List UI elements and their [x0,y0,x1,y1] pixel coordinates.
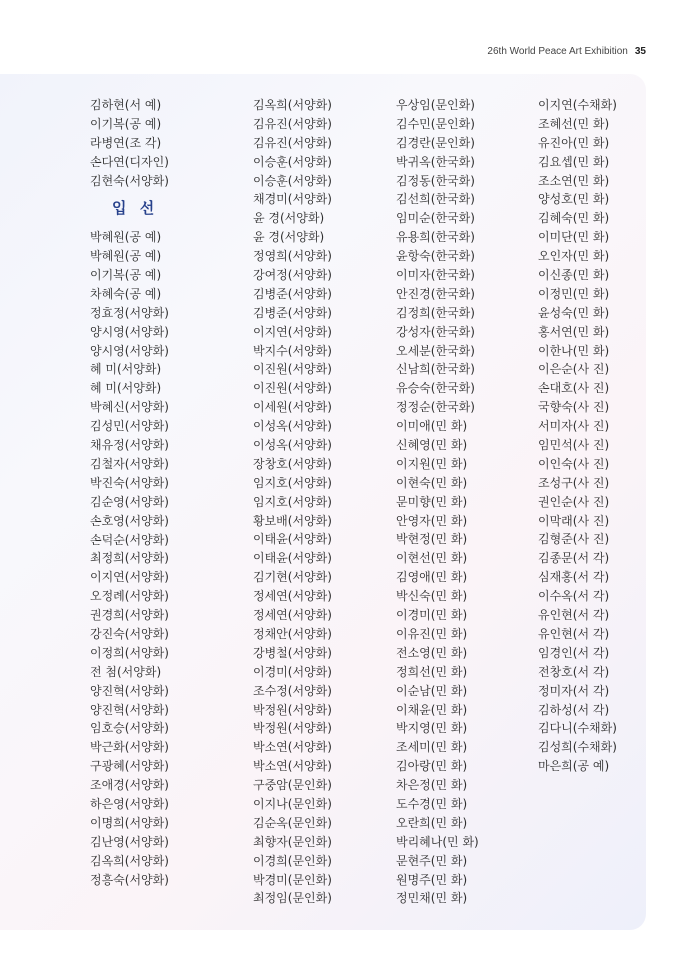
artist-entry: 김철자(서양화) [90,456,169,471]
artist-entry: 조소연(민 화) [538,173,610,188]
artist-entry: 이세원(서양화) [253,400,332,415]
artist-entry: 이채윤(민 화) [396,702,468,717]
artist-entry: 박정원(서양화) [253,702,332,717]
artist-entry: 이지연(서양화) [90,570,169,585]
artist-entry: 윤 경(서양화) [253,211,325,226]
artist-entry: 박정원(서양화) [253,721,332,736]
artist-entry: 김형준(사 진) [538,532,610,547]
artist-entry: 이경희(문인화) [253,853,332,868]
artist-entry: 오란희(민 화) [396,815,468,830]
artist-entry: 이순남(민 화) [396,683,468,698]
artist-entry: 조성구(사 진) [538,475,610,490]
artist-entry: 이지나(문인화) [253,796,332,811]
artist-entry: 유용희(한국화) [396,230,475,245]
artist-entry: 서미자(사 진) [538,419,610,434]
artist-entry: 정희선(민 화) [396,664,468,679]
artist-entry: 정흥숙(서양화) [90,872,169,887]
artist-entry: 문현주(민 화) [396,853,468,868]
artist-entry: 조혜선(민 화) [538,116,610,131]
artist-entry: 박소연(서양화) [253,740,332,755]
artist-entry: 권경희(서양화) [90,608,169,623]
artist-entry: 안영자(민 화) [396,513,468,528]
artist-entry: 윤성숙(민 화) [538,305,610,320]
artist-entry: 김병준(서양화) [253,286,332,301]
artist-entry: 손덕순(서양화) [90,532,169,547]
artist-entry: 이기복(공 예) [90,116,162,131]
artist-entry: 라병연(조 각) [90,135,162,150]
artist-entry: 강병철(서양화) [253,645,332,660]
artist-entry: 이경미(서양화) [253,664,332,679]
artist-entry: 원명주(민 화) [396,872,468,887]
artist-entry: 임호승(서양화) [90,721,169,736]
artist-entry: 박소연(서양화) [253,759,332,774]
artist-entry: 최향자(문인화) [253,834,332,849]
artist-entry: 김난영(서양화) [90,834,169,849]
artist-entry: 유진아(민 화) [538,135,610,150]
artist-entry: 이진원(서양화) [253,362,332,377]
artist-entry: 마은희(공 예) [538,759,610,774]
artist-entry: 홍서연(민 화) [538,324,610,339]
artist-entry: 하은영(서양화) [90,796,169,811]
artist-entry: 전 첨(서양화) [90,664,162,679]
artist-entry: 손대호(사 진) [538,381,610,396]
artist-entry: 이미자(한국화) [396,268,475,283]
column-4 [538,96,617,776]
artist-entry: 양진혁(서양화) [90,683,169,698]
artist-entry: 김수민(문인화) [396,116,475,131]
artist-entry: 이유진(민 화) [396,626,468,641]
artist-entry: 혜 미(서양화) [90,362,162,377]
artist-entry: 구광혜(서양화) [90,759,169,774]
artist-entry: 이인숙(사 진) [538,456,610,471]
artist-entry: 이수옥(서 각) [538,589,610,604]
artist-entry: 이지원(민 화) [396,456,468,471]
column-1 [90,96,169,889]
artist-entry: 전창호(서 각) [538,664,610,679]
artist-entry: 이막래(사 진) [538,513,610,528]
artist-entry: 임경인(서 각) [538,645,610,660]
column-3 [396,96,479,908]
artist-entry: 김유진(서양화) [253,135,332,150]
artist-entry: 김정동(한국화) [396,173,475,188]
artist-entry: 김정희(한국화) [396,305,475,320]
artist-entry: 김경란(문인화) [396,135,475,150]
artist-entry: 이진원(서양화) [253,381,332,396]
artist-entry: 채유정(서양화) [90,438,169,453]
artist-entry: 박지수(서양화) [253,343,332,358]
artist-entry: 이미애(민 화) [396,419,468,434]
artist-entry: 김순영(서양화) [90,494,169,509]
artist-entry: 오정례(서양화) [90,589,169,604]
artist-entry: 이성옥(서양화) [253,419,332,434]
artist-entry: 손호영(서양화) [90,513,169,528]
artist-entry: 이지연(서양화) [253,324,332,339]
artist-entry: 정미자(서 각) [538,683,610,698]
column-2 [253,96,332,908]
artist-entry: 이승훈(서양화) [253,173,332,188]
artist-entry: 강여정(서양화) [253,268,332,283]
artist-entry: 박진숙(서양화) [90,475,169,490]
artist-entry: 구중암(문인화) [253,778,332,793]
artist-entry: 박혜원(공 예) [90,230,162,245]
artist-entry: 양진혁(서양화) [90,702,169,717]
artist-entry: 박경미(문인화) [253,872,332,887]
artist-entry: 조수정(서양화) [253,683,332,698]
artist-entry: 임지호(서양화) [253,475,332,490]
artist-entry: 김아랑(민 화) [396,759,468,774]
artist-entry: 이은순(사 진) [538,362,610,377]
artist-entry: 이지연(수채화) [538,98,617,112]
artist-entry: 국향숙(사 진) [538,400,610,415]
artist-entry: 김유진(서양화) [253,116,332,131]
artist-entry: 전소영(민 화) [396,645,468,660]
running-header [487,46,646,57]
artist-entry: 김하성(서 각) [538,702,610,717]
artist-entry: 김병준(서양화) [253,305,332,320]
artist-entry: 우상임(문인화) [396,98,475,112]
artist-entry: 이승훈(서양화) [253,154,332,169]
artist-entry: 김하현(서 예) [90,98,162,112]
artist-entry: 혜 미(서양화) [90,381,162,396]
artist-entry: 이현선(민 화) [396,551,468,566]
artist-entry: 안진경(한국화) [396,286,475,301]
artist-entry: 정세연(서양화) [253,608,332,623]
artist-entry: 김옥희(서양화) [90,853,169,868]
artist-entry: 오인자(민 화) [538,249,610,264]
artist-entry: 강성자(한국화) [396,324,475,339]
artist-entry: 이명희(서양화) [90,815,169,830]
artist-entry: 권인순(사 진) [538,494,610,509]
running-header-title: 26th World Peace Art Exhibition [487,46,628,57]
artist-entry: 심재홍(서 각) [538,570,610,585]
artist-entry: 양성호(민 화) [538,192,610,207]
section-title: 입 선 [112,199,159,218]
artist-entry: 임지호(서양화) [253,494,332,509]
artist-entry: 이정희(서양화) [90,645,169,660]
artist-entry: 박혜신(서양화) [90,400,169,415]
artist-entry: 박신숙(민 화) [396,589,468,604]
artist-entry: 차혜숙(공 예) [90,286,162,301]
artist-entry: 최정임(문인화) [253,891,332,906]
artist-entry: 강진숙(서양화) [90,626,169,641]
artist-entry: 이한나(민 화) [538,343,610,358]
artist-entry: 조세미(민 화) [396,740,468,755]
artist-entry: 김성민(서양화) [90,419,169,434]
artist-entry: 조애경(서양화) [90,778,169,793]
artist-entry: 김혜숙(민 화) [538,211,610,226]
artist-entry: 이미단(민 화) [538,230,610,245]
artist-entry: 정민채(민 화) [396,891,468,906]
artist-entry: 신남희(한국화) [396,362,475,377]
artist-entry: 박혜원(공 예) [90,249,162,264]
artist-entry: 박리혜나(민 화) [396,834,479,849]
artist-entry: 이정민(민 화) [538,286,610,301]
artist-entry: 김순옥(문인화) [253,815,332,830]
artist-entry: 손다연(디자인) [90,154,169,169]
artist-entry: 유승숙(한국화) [396,381,475,396]
artist-entry: 최정희(서양화) [90,551,169,566]
artist-entry: 이태윤(서양화) [253,532,332,547]
artist-entry: 차은정(민 화) [396,778,468,793]
artist-entry: 김요셉(민 화) [538,154,610,169]
artist-entry: 장창호(서양화) [253,456,332,471]
artist-entry: 이태윤(서양화) [253,551,332,566]
artist-entry: 김현숙(서양화) [90,173,169,188]
artist-entry: 도수경(민 화) [396,796,468,811]
artist-entry: 윤항숙(한국화) [396,249,475,264]
artist-entry: 박근화(서양화) [90,740,169,755]
artist-entry: 유인현(서 각) [538,608,610,623]
artist-entry: 이현숙(민 화) [396,475,468,490]
artist-entry: 유인현(서 각) [538,626,610,641]
artist-entry: 이성옥(서양화) [253,438,332,453]
artist-entry: 양시영(서양화) [90,343,169,358]
artist-entry: 정채안(서양화) [253,626,332,641]
artist-entry: 김선희(한국화) [396,192,475,207]
artist-entry: 김기현(서양화) [253,570,332,585]
artist-entry: 정정순(한국화) [396,400,475,415]
artist-entry: 이기복(공 예) [90,268,162,283]
artist-entry: 정영희(서양화) [253,249,332,264]
artist-entry: 임민석(사 진) [538,438,610,453]
artist-entry: 김다니(수채화) [538,721,617,736]
artist-entry: 김영애(민 화) [396,570,468,585]
artist-entry: 이경미(민 화) [396,608,468,623]
artist-entry: 김성희(수채화) [538,740,617,755]
artist-entry: 문미향(민 화) [396,494,468,509]
page-number: 35 [634,46,646,57]
artist-entry: 김종문(서 각) [538,551,610,566]
artist-entry: 박귀옥(한국화) [396,154,475,169]
artist-entry: 양시영(서양화) [90,324,169,339]
artist-entry: 채경미(서양화) [253,192,332,207]
artist-entry: 박지영(민 화) [396,721,468,736]
artist-entry: 신혜영(민 화) [396,438,468,453]
artist-entry: 이신종(민 화) [538,268,610,283]
artist-entry: 정세연(서양화) [253,589,332,604]
artist-entry: 윤 경(서양화) [253,230,325,245]
artist-entry: 정효정(서양화) [90,305,169,320]
artist-entry: 황보배(서양화) [253,513,332,528]
artist-entry: 오세분(한국화) [396,343,475,358]
artist-entry: 김옥희(서양화) [253,98,332,112]
artist-entry: 박현정(민 화) [396,532,468,547]
artist-entry: 임미순(한국화) [396,211,475,226]
